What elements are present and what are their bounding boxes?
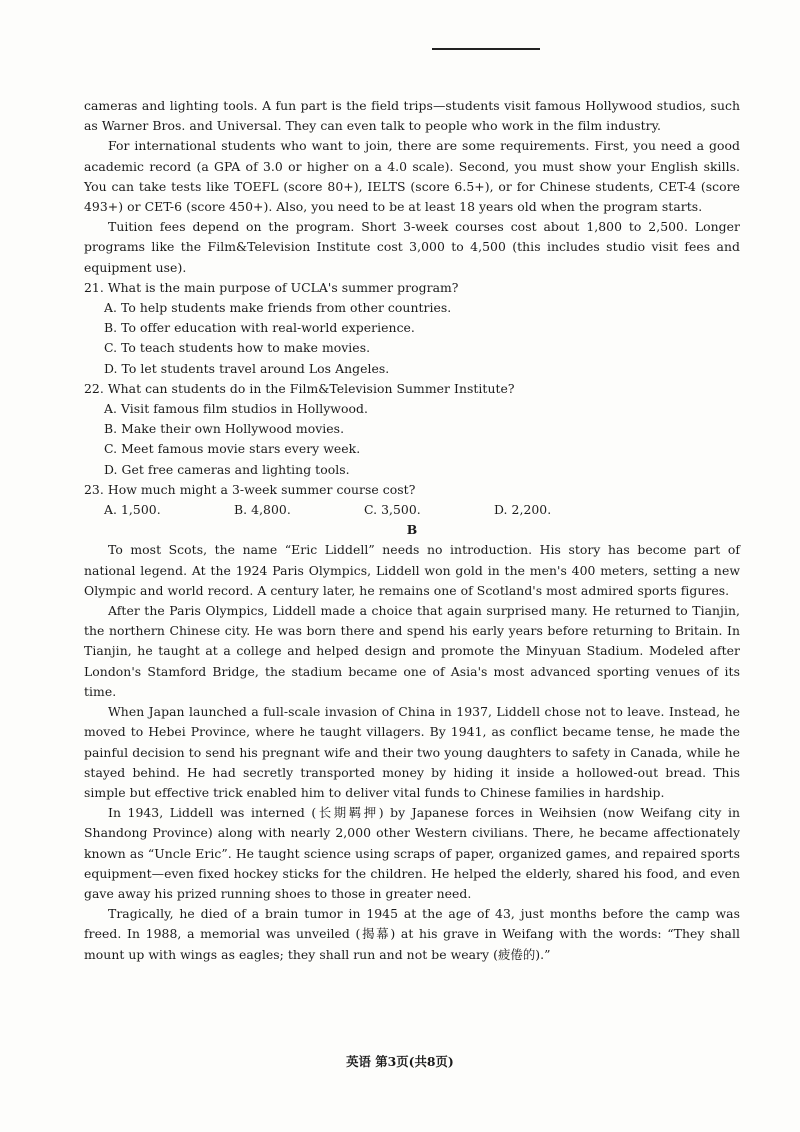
page-content [84,96,740,965]
question-23-option-c: C. 3,500. [364,502,421,518]
question-22-option-d: D. Get free cameras and lighting tools. [104,461,350,477]
question-21-option-b: B. To offer education with real-world experience. [104,320,415,336]
passage-a-paragraph-1: cameras and lighting tools. A fun part is the field trips—students visit famous Hollywood studios, such as Warner Bros. and Universal. They can even talk to people who work in the film industry. [84,98,740,134]
question-22-option-b: B. Make their own Hollywood movies. [104,421,345,437]
question-23-options [84,500,740,520]
passage-b-paragraph-2: After the Paris Olympics, Liddell made a choice that again surprised many. He returned to Tianjin, the northern Chinese city. He was born there and spend his early years before returning to Britain. In Tianjin, he taught at a college and helped design and promote the Minyuan Stadium. Modeled after London's Stamford Bridge, the stadium became one of Asia's most advanced sporting venues of its time. [84,603,740,699]
page-footer: 英语 第3页(共8页) [346,1054,454,1069]
question-21-option-a: A. To help students make friends from other countries. [104,300,452,316]
question-21-option-d: D. To let students travel around Los Angeles. [104,360,390,376]
question-21-stem: 21. What is the main purpose of UCLA's summer program? [84,279,459,295]
question-23-stem: 23. How much might a 3-week summer course cost? [84,481,416,497]
question-23-option-b: B. 4,800. [234,502,291,518]
passage-b-paragraph-4: In 1943, Liddell was interned (长期羁押) by Japanese forces in Weihsien (now Weifang city in Shandong Province) along with nearly 2,000 other Western civilians. There, he became affectionately known as “Uncle Eric”. He taught science using scraps of paper, organized games, and repaired sports equipment—even fixed hockey sticks for the children. He helped the elderly, shared his food, and even gave away his prized running shoes to those in greater need. [84,805,740,901]
passage-b-paragraph-5: Tragically, he died of a brain tumor in 1945 at the age of 43, just months before the camp was freed. In 1988, a memorial was unveiled (揭幕) at his grave in Weifang with the words: “They shall mount up with wings as eagles; they shall run and not be weary (疲倦的).” [84,906,740,962]
passage-b-paragraph-1: To most Scots, the name “Eric Liddell” needs no introduction. His story has become part of national legend. At the 1924 Paris Olympics, Liddell won gold in the men's 400 meters, setting a new Olympic and world record. A century later, he remains one of Scotland's most admired sports figures. [84,542,740,598]
passage-b-paragraph-3: When Japan launched a full-scale invasion of China in 1937, Liddell chose not to leave. Instead, he moved to Hebei Province, where he taught villagers. By 1941, as conflict became tense, he made the painful decision to send his pregnant wife and their two young daughters to safety in Canada, while he stayed behind. He had secretly transported money by hiding it inside a hollowed-out bread. This simple but effective trick enabled him to deliver vital funds to Chinese families in hardship. [84,704,740,800]
section-b-heading: B [406,522,418,538]
passage-a-paragraph-3: Tuition fees depend on the program. Short 3-week courses cost about 1,800 to 2,500. Longer programs like the Film&Television Institute cost 3,000 to 4,500 (this includes studio visit fees and equipment use). [84,219,740,275]
question-22-option-c: C. Meet famous movie stars every week. [104,441,361,457]
top-decorative-rule [432,48,540,50]
passage-a-paragraph-2: For international students who want to join, there are some requirements. First, you need a good academic record (a GPA of 3.0 or higher on a 4.0 scale). Second, you must show your English skills. You can take tests like TOEFL (score 80+), IELTS (score 6.5+), or for Chinese students, CET-4 (score 493+) or CET-6 (score 450+). Also, you need to be at least 18 years old when the program starts. [84,138,740,215]
question-23-option-a: A. 1,500. [104,502,161,518]
question-22-option-a: A. Visit famous film studios in Hollywood. [104,401,368,417]
question-22-stem: 22. What can students do in the Film&Television Summer Institute? [84,380,515,396]
question-23-option-d: D. 2,200. [494,502,552,518]
question-21-option-c: C. To teach students how to make movies. [104,340,371,356]
